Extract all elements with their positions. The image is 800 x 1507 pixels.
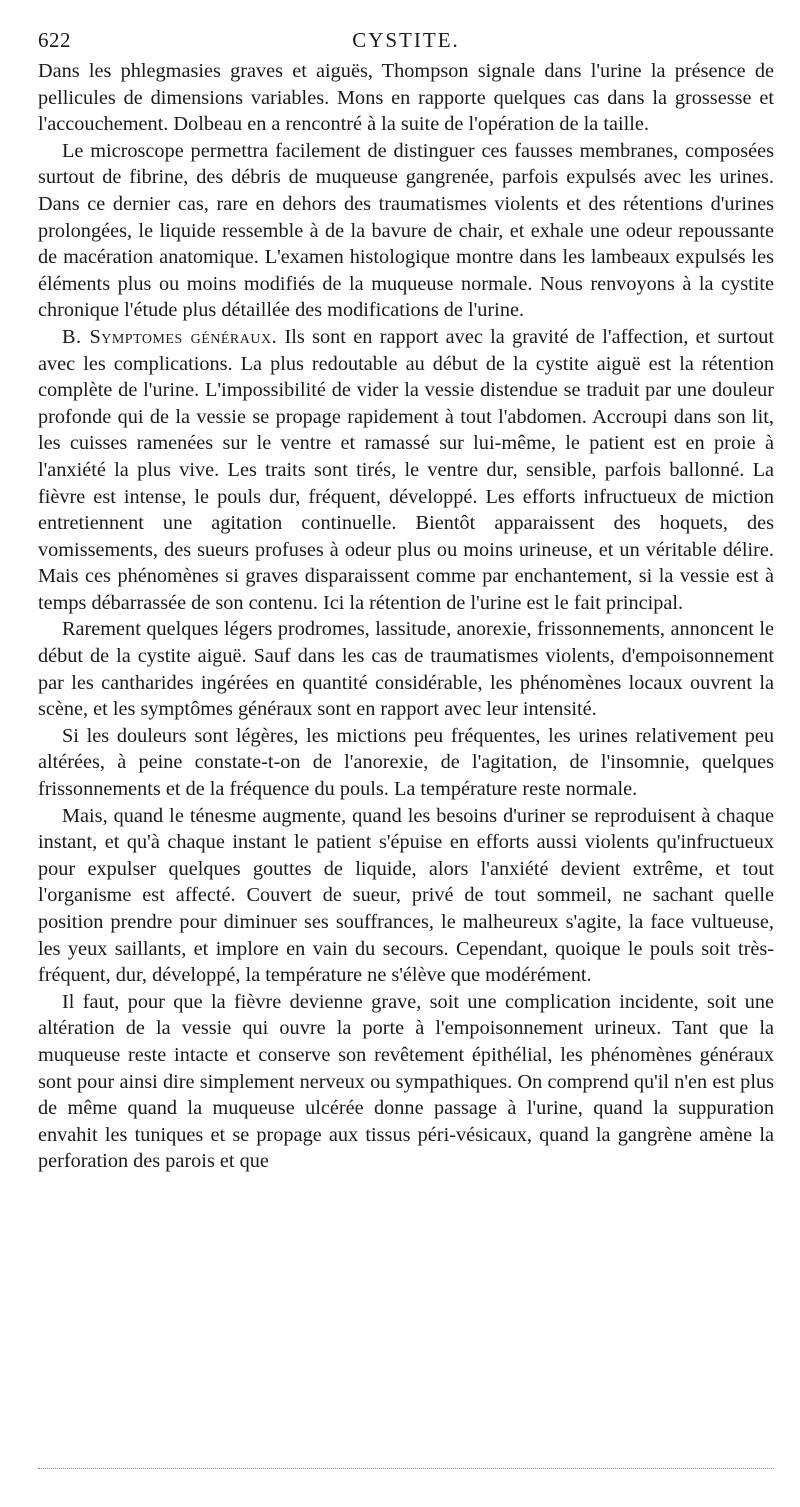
body-text: [38, 58, 774, 1175]
paragraph-tenesme: Mais, quand le ténesme augmente, quand les besoins d'uriner se reproduisent à chaque instant, et qu'à chaque instant le patient s'épuise en efforts aussi violents qu'infructueux pour expulser quelques gouttes de liquide, alors l'anxiété devient extrême, et tout l'organisme est affecté. Couvert de sueur, privé de tout sommeil, ne sachant quelle position prendre pour diminuer ses souffrances, le malheureux s'agite, la face vultueuse, les yeux saillants, et implore en vain du secours. Cependant, quoique le pouls soit très-fréquent, dur, développé, la température ne s'élève que modérément.: [38, 804, 774, 987]
paragraph-microscope: Le microscope permettra facilement de distinguer ces fausses membranes, composées surtout de fibrine, des débris de muqueuse gangrenée, parfois expulsés avec les urines. Dans ce dernier cas, rare en dehors des traumatismes violents et des rétentions d'urines prolongées, le liquide ressemble à de la bavure de chair, et exhale une odeur repoussante de macération anatomique. L'examen histologique montre dans les lambeaux expulsés les éléments plus ou moins modifiés de la muqueuse normale. Nous renvoyons à la cystite chronique l'étude plus détaillée des modifications de l'urine.: [38, 139, 774, 322]
paragraph-fievre-grave: Il faut, pour que la fièvre devienne grave, soit une complication incidente, soit une altération de la vessie qui ouvre la porte à l'empoisonnement urineux. Tant que la muqueuse reste intacte et conserve son revêtement épithélial, les phénomènes généraux sont pour ainsi dire simplement nerveux ou sympathiques. On comprend qu'il n'en est plus de même quand la muqueuse ulcérée donne passage à l'urine, quand la suppuration envahit les tuniques et se propage aux tissus péri-vésicaux, quand la gangrène amène la perforation des parois et que: [38, 990, 774, 1173]
page-number: 622: [38, 28, 71, 52]
running-title: CYSTITE.: [352, 28, 460, 52]
running-head: [38, 28, 774, 58]
paragraph-douleurs-legeres: Si les douleurs sont légères, les mictions peu fréquentes, les urines relativement peu altérées, à peine constate-t-on de l'anorexie, de l'agitation, de l'insomnie, quelques frissonnements et de la fréquence du pouls. La température reste normale.: [38, 724, 774, 801]
section-heading: B. Symptomes généraux.: [62, 325, 278, 348]
paragraph-symptomes-generaux: [38, 324, 774, 617]
paragraph-fausses-membranes-intro: Dans les phlegmasies graves et aiguës, Thompson signale dans l'urine la présence de pellicules de dimensions variables. Mons en rapporte quelques cas dans la grossesse et l'accouchement. Dolbeau en a rencontré à la suite de l'opération de la taille.: [38, 60, 774, 136]
page: [38, 28, 774, 1175]
paragraph-prodromes: Rarement quelques légers prodromes, lassitude, anorexie, frissonnements, annoncent le début de la cystite aiguë. Sauf dans les cas de traumatismes violents, d'empoisonnement par les cantharides ingérées en quantité considérable, les phénomènes locaux ouvrent la scène, et les symptômes généraux sont en rapport avec leur intensité.: [38, 618, 774, 721]
paragraph-text: Ils sont en rapport avec la gravité de l'affection, et surtout avec les complications. La plus redoutable au début de la cystite aiguë est la rétention complète de l'urine. L'impossibilité de vider la vessie distendue se traduit par une douleur profonde qui de la vessie se propage rapidement à tout l'abdomen. Accroupi dans son lit, les cuisses ramenées sur le ventre et ramassé sur lui-même, le patient est en proie à l'anxiété la plus vive. Les traits sont tirés, le ventre dur, sensible, parfois ballonné. La fièvre est intense, le pouls dur, fréquent, développé. Les efforts infructueux de miction entretiennent une agitation continuelle. Bientôt apparaissent des hoquets, des vomissements, des sueurs profuses à odeur plus ou moins urineuse, et un véritable délire. Mais ces phénomènes si graves disparaissent comme par enchantement, si la vessie est à temps débarrassée de son contenu. Ici la rétention de l'urine est le fait principal.: [38, 325, 774, 614]
bottom-rule: [38, 1468, 774, 1469]
